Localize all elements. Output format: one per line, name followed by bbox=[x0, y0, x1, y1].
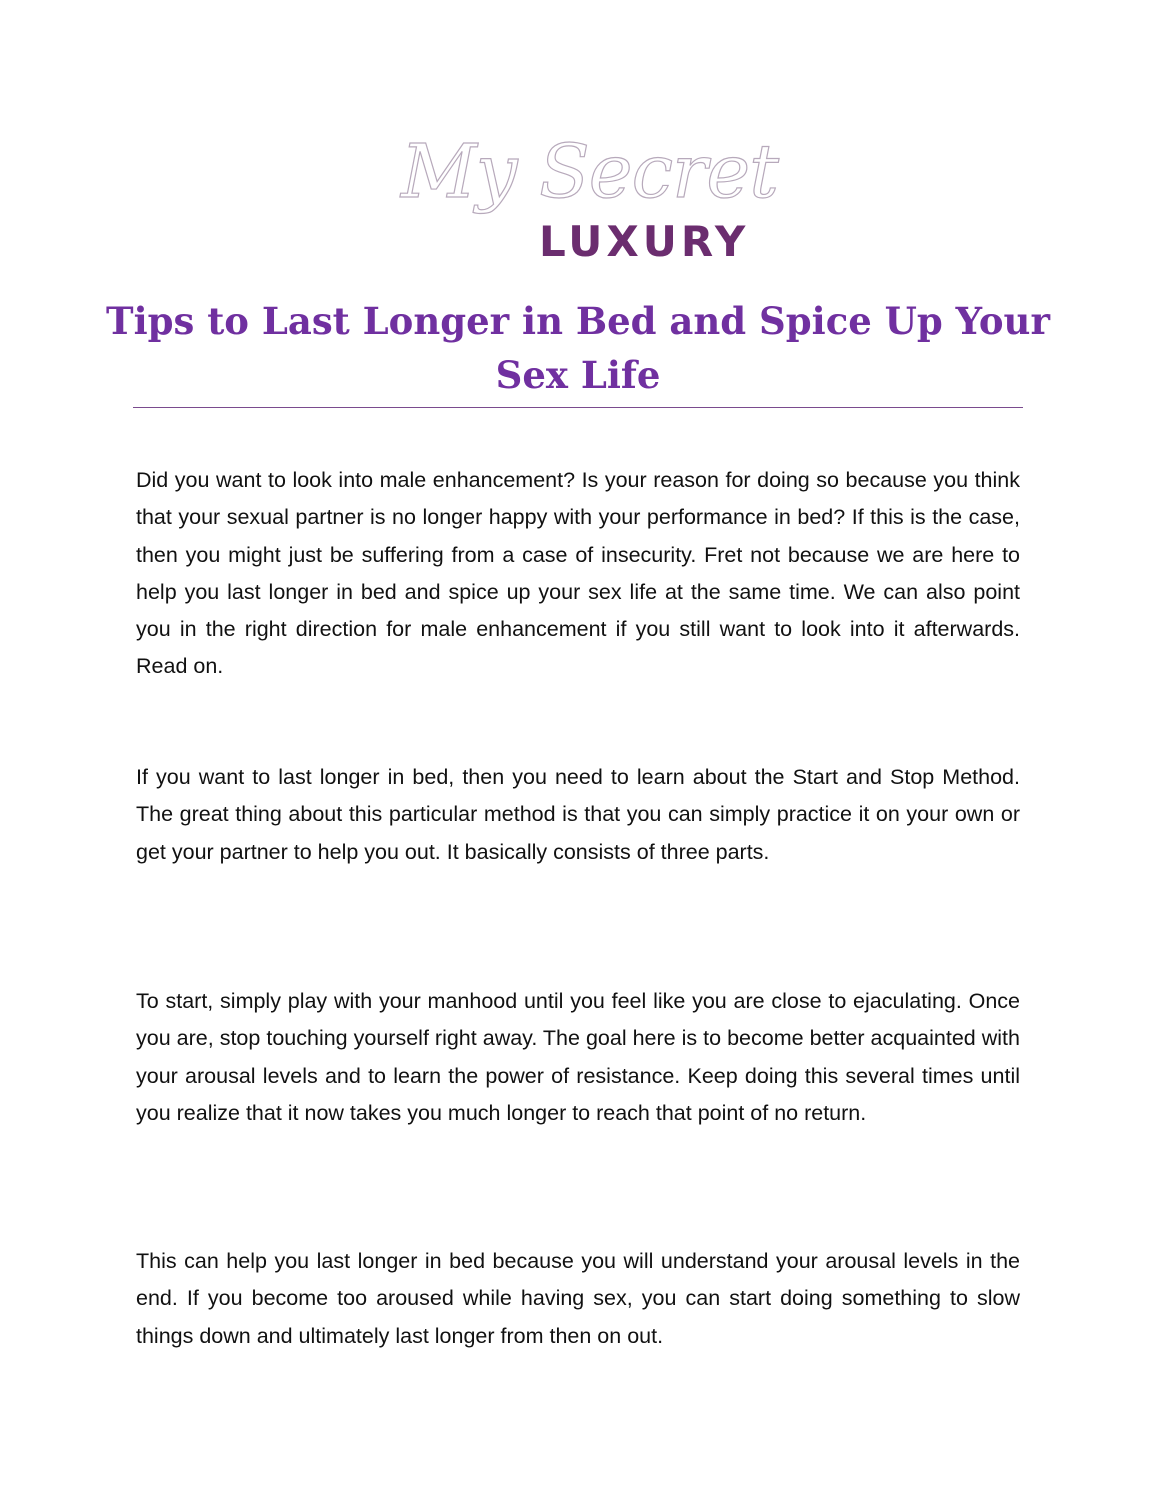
article-title: Tips to Last Longer in Bed and Spice Up Your Sex Life bbox=[106, 299, 1050, 397]
paragraph-benefit: This can help you last longer in bed because you will understand your arousal levels in the end. If you become too aroused while having sex, you can start doing something to slow things down and ultimately last longer from then on out. bbox=[136, 1249, 1020, 1348]
paragraph-technique: To start, simply play with your manhood until you feel like you are close to ejaculating. Once you are, stop touching yourself right away. The goal here is to become better acquainted with your arousal levels and to learn the power of resistance. Keep doing this several times until you realize that it now takes you much longer to reach that point of no return. bbox=[136, 989, 1020, 1125]
paragraph-start-stop-method: If you want to last longer in bed, then you need to learn about the Start and Stop Method. The great thing about this particular method is that you can simply practice it on your own or get your partner to help you out. It basically consists of three parts. bbox=[136, 765, 1020, 864]
brand-logo bbox=[395, 129, 778, 275]
logo-script-text: My Secret bbox=[401, 129, 778, 215]
paragraph-intro: Did you want to look into male enhancement? Is your reason for doing so because you think that your sexual partner is no longer happy with your performance in bed? If this is the case, then you might just be suffering from a case of insecurity. Fret not because we are here to help you last longer in bed and spice up your sex life at the same time. We can also point you in the right direction for male enhancement if you still want to look into it afterwards. Read on. bbox=[136, 468, 1020, 679]
title-divider bbox=[133, 407, 1023, 408]
logo-wordmark: LUXURY bbox=[539, 217, 750, 266]
